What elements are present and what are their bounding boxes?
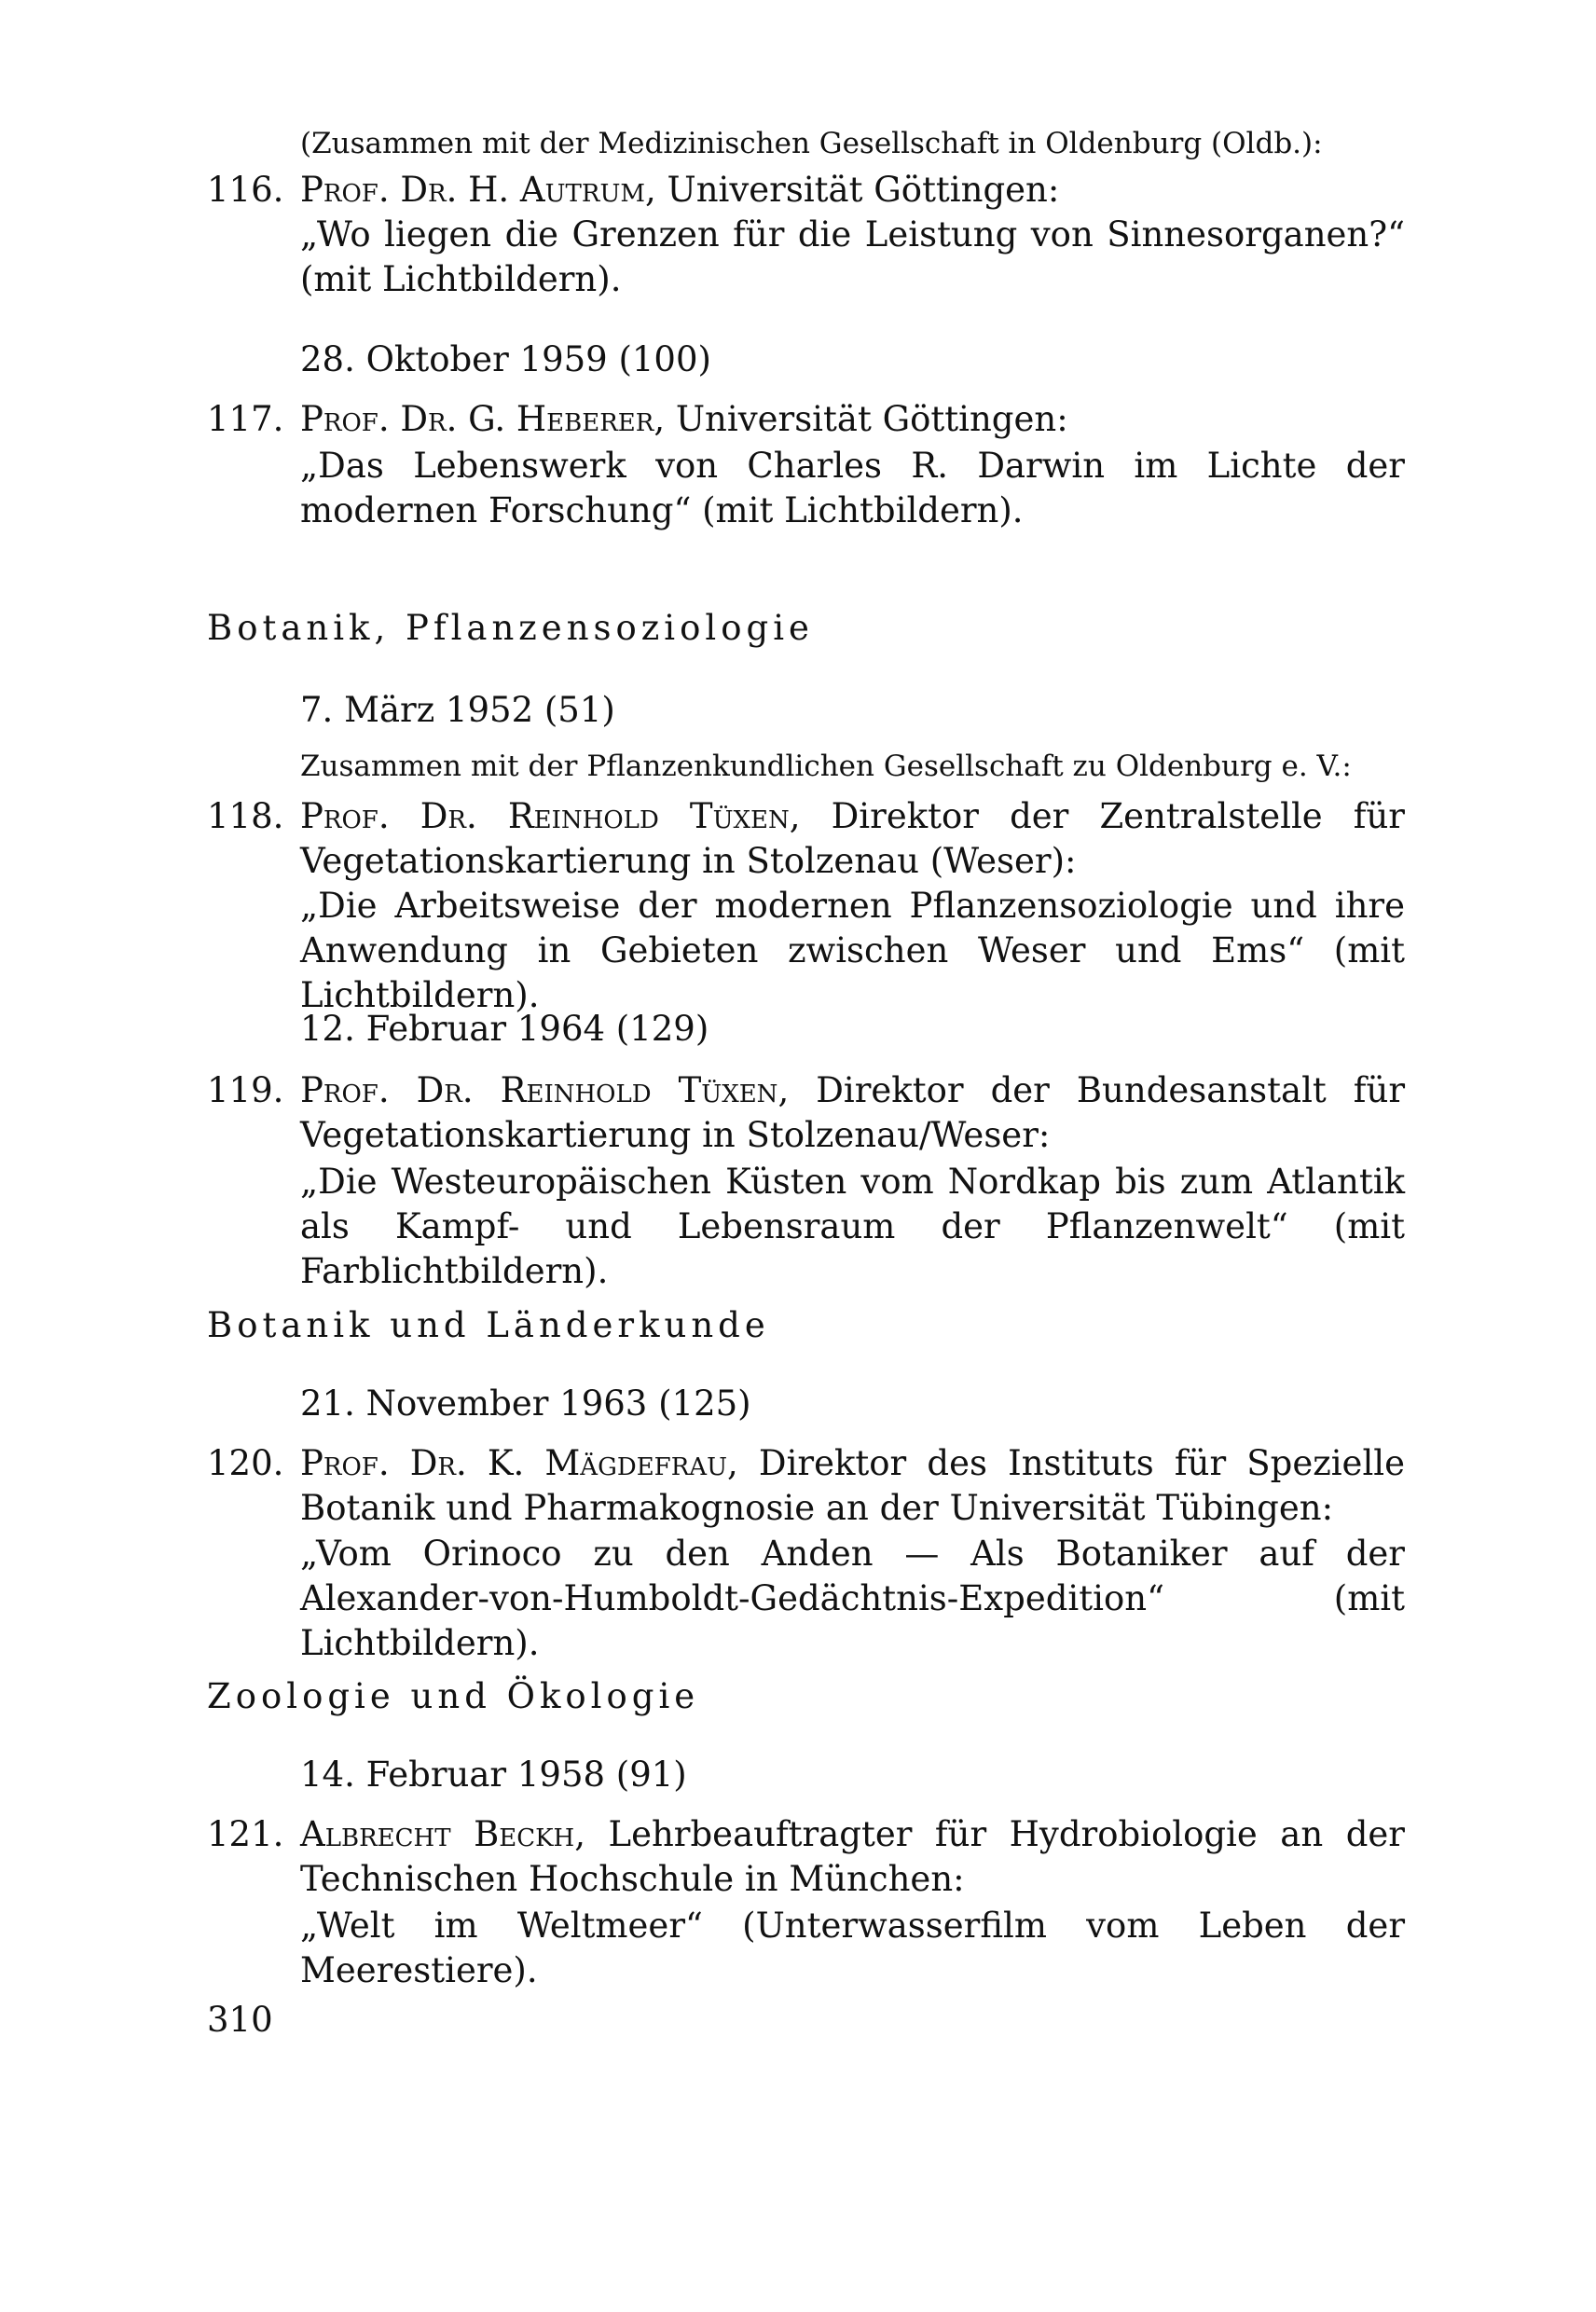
section-heading-botanik-laenderkunde: Botanik und Länderkunde [207, 1305, 770, 1345]
entry-120-author: Prof. Dr. K. Mägdefrau [300, 1443, 727, 1483]
entry-116-affiliation: , Universität Göttingen: [645, 170, 1060, 210]
entry-121-author: Albrecht Beckh [300, 1814, 575, 1854]
entry-119-title: „Die Westeuropäischen Küsten vom Nordkap bis zum Atlantik als Kampf- und Lebensraum der Pflanzenwelt“ (mit Farblichtbildern). [300, 1162, 1405, 1291]
entry-116-speaker [300, 168, 1405, 213]
entry-120-number: 120. [207, 1443, 284, 1483]
entry-117-author: Prof. Dr. G. Heberer [300, 399, 654, 439]
entry-121-title: „Welt im Weltmeer“ (Unterwasserfilm vom Leben der Meerestiere). [300, 1906, 1405, 1990]
entry-119-speaker [300, 1068, 1405, 1158]
entry-117-number: 117. [207, 399, 284, 439]
entry-117-date: 28. Oktober 1959 (100) [300, 339, 711, 379]
entry-118-note: Zusammen mit der Pflanzenkundlichen Gesellschaft zu Oldenburg e. V.: [300, 750, 1352, 783]
entry-116-author: Prof. Dr. H. Autrum [300, 170, 645, 210]
entry-120-speaker [300, 1441, 1405, 1531]
entry-118-speaker [300, 794, 1405, 884]
entry-118-number: 118. [207, 796, 284, 836]
entry-116-number: 116. [207, 170, 284, 210]
entry-117-affiliation: , Universität Göttingen: [654, 399, 1068, 439]
entry-118-affiliation: , Direktor der Zentralstelle für Vegetationskartierung in Stolzenau (Weser): [300, 796, 1405, 881]
entry-117-title: „Das Lebenswerk von Charles R. Darwin im Lichte der modernen Forschung“ (mit Lichtbildern). [300, 446, 1405, 530]
entry-118-date: 7. März 1952 (51) [300, 690, 615, 730]
section-heading-zoologie-oekologie: Zoologie und Ökologie [207, 1676, 700, 1716]
intro-note: (Zusammen mit der Medizinischen Gesellschaft in Oldenburg (Oldb.): [300, 127, 1323, 160]
entry-117-speaker [300, 397, 1405, 442]
entry-121-affiliation: , Lehrbeauftragter für Hydrobiologie an der Technischen Hochschule in München: [300, 1814, 1405, 1899]
entry-119-author: Prof. Dr. Reinhold Tüxen [300, 1070, 778, 1110]
entry-119-number: 119. [207, 1070, 284, 1110]
entry-120-affiliation: , Direktor des Instituts für Spezielle Botanik und Pharmakognosie an der Universität Tübingen: [300, 1443, 1406, 1528]
entry-118-author: Prof. Dr. Reinhold Tüxen [300, 796, 790, 836]
page-number: 310 [207, 2000, 273, 2040]
entry-121-number: 121. [207, 1814, 284, 1854]
entry-120-date: 21. November 1963 (125) [300, 1383, 751, 1424]
section-heading-botanik-pflanzensoziologie: Botanik, Pflanzensoziologie [207, 608, 814, 648]
entry-121-speaker [300, 1812, 1405, 1902]
entry-116-title: „Wo liegen die Grenzen für die Leistung von Sinnesorganen?“ (mit Lichtbildern). [300, 214, 1405, 299]
entry-120-title: „Vom Orinoco zu den Anden — Als Botaniker auf der Alexander-von-Humboldt-Gedächtnis-Expedition“ (mit Lichtbildern). [300, 1534, 1405, 1663]
entry-119-date: 12. Februar 1964 (129) [300, 1009, 709, 1049]
entry-118-title: „Die Arbeitsweise der modernen Pflanzensoziologie und ihre Anwendung in Gebieten zwischen Weser und Ems“ (mit Lichtbildern). [300, 886, 1405, 1015]
entry-119-affiliation: , Direktor der Bundesanstalt für Vegetationskartierung in Stolzenau/Weser: [300, 1070, 1405, 1155]
entry-121-date: 14. Februar 1958 (91) [300, 1755, 687, 1795]
